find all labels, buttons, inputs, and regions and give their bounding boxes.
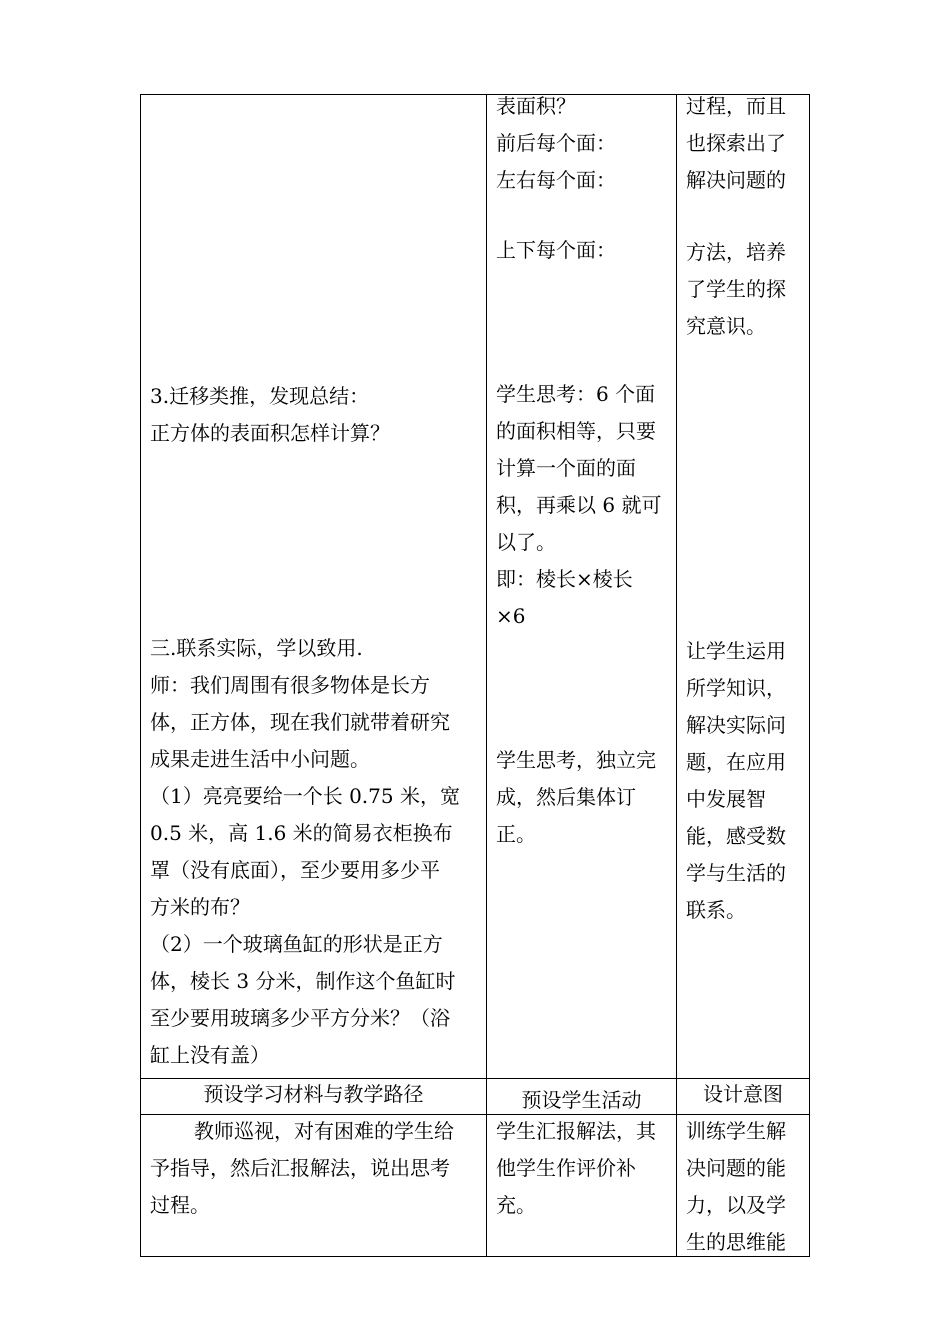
bottom-col3-block <box>686 1113 804 1261</box>
text-line: 决问题的能 <box>686 1156 786 1180</box>
text-line: 以了。 <box>496 530 556 554</box>
text-line: 成果走进生活中小问题。 <box>150 747 370 771</box>
text-line: 过程。 <box>150 1193 210 1217</box>
text-line: （1）亮亮要给一个长 0.75 米，宽 <box>150 784 460 808</box>
text-line: 缸上没有盖） <box>150 1043 270 1067</box>
text-line: 教师巡视，对有困难的学生给 <box>194 1119 454 1143</box>
section3-question: 正方体的表面积怎样计算？ <box>150 421 390 445</box>
text-line: ×6 <box>496 604 526 628</box>
text-line: （2）一个玻璃鱼缸的形状是正方 <box>150 932 443 956</box>
intent-apply-block <box>686 633 804 929</box>
text-line: 计算一个面的面 <box>496 456 636 480</box>
text-line: 过程，而且 <box>686 94 786 118</box>
text-line: 罩（没有底面），至少要用多少平 <box>150 858 440 882</box>
text-line: 他学生作评价补 <box>496 1156 636 1180</box>
text-line: 积，再乘以 6 就可 <box>496 493 662 517</box>
text-line: 题，在应用 <box>686 750 786 774</box>
text-line: 力，以及学 <box>686 1193 786 1217</box>
bottom-col2-block <box>496 1113 672 1224</box>
text-line: 解决问题的 <box>686 168 786 192</box>
face-area-block <box>496 88 672 199</box>
top-bottom-face-line: 上下每个面： <box>496 238 616 262</box>
section3-title: 3.迁移类推，发现总结： <box>150 384 370 408</box>
header-design-intent: 设计意图 <box>703 1082 783 1106</box>
text-line: 学生思考：6 个面 <box>496 382 656 406</box>
text-line: 学生汇报解法，其 <box>496 1119 656 1143</box>
bottom-col1-block <box>150 1113 482 1224</box>
independent-work-block <box>496 742 672 853</box>
text-line: 成，然后集体订 <box>496 785 636 809</box>
text-line: 中发展智 <box>686 787 766 811</box>
text-line: 师：我们周围有很多物体是长方 <box>150 673 430 697</box>
text-line: 解决实际问 <box>686 713 786 737</box>
text-line: 三.联系实际，学以致用. <box>150 636 363 660</box>
text-line: 前后每个面： <box>496 131 616 155</box>
intent-block-2 <box>686 234 804 345</box>
part3-text-block <box>150 630 482 1074</box>
header-student-activity: 预设学生活动 <box>521 1088 642 1112</box>
text-line: 学生思考，独立完 <box>496 748 656 772</box>
text-line: 即：棱长×棱长 <box>496 567 633 591</box>
text-line: 学与生活的 <box>686 861 786 885</box>
text-line: 让学生运用 <box>686 639 786 663</box>
student-thinking-block <box>496 376 672 635</box>
text-line: 体，棱长 3 分米，制作这个鱼缸时 <box>150 969 456 993</box>
text-line: 方米的布？ <box>150 895 250 919</box>
table-right-border <box>809 94 810 1257</box>
text-line: 表面积？ <box>496 94 576 118</box>
text-line: 的面积相等，只要 <box>496 419 656 443</box>
column-divider-1 <box>486 94 487 1257</box>
text-line: 究意识。 <box>686 314 766 338</box>
text-line: 予指导，然后汇报解法，说出思考 <box>150 1156 450 1180</box>
text-line: 0.5 米，高 1.6 米的简易衣柜换布 <box>150 821 453 845</box>
text-line: 所学知识， <box>686 676 786 700</box>
text-line: 训练学生解 <box>686 1119 786 1143</box>
text-line: 生的思维能 <box>686 1230 786 1254</box>
text-line: 左右每个面： <box>496 168 616 192</box>
text-line: 了学生的探 <box>686 277 786 301</box>
text-line: 正。 <box>496 822 536 846</box>
intent-block-1 <box>686 88 804 199</box>
text-line: 能，感受数 <box>686 824 786 848</box>
text-line: 体，正方体，现在我们就带着研究 <box>150 710 450 734</box>
text-line: 联系。 <box>686 898 746 922</box>
text-line: 充。 <box>496 1193 536 1217</box>
header-materials-path: 预设学习材料与教学路径 <box>203 1082 424 1106</box>
text-line: 至少要用玻璃多少平方分米？（浴 <box>150 1006 450 1030</box>
text-line: 方法，培养 <box>686 240 786 264</box>
text-line: 也探索出了 <box>686 131 786 155</box>
